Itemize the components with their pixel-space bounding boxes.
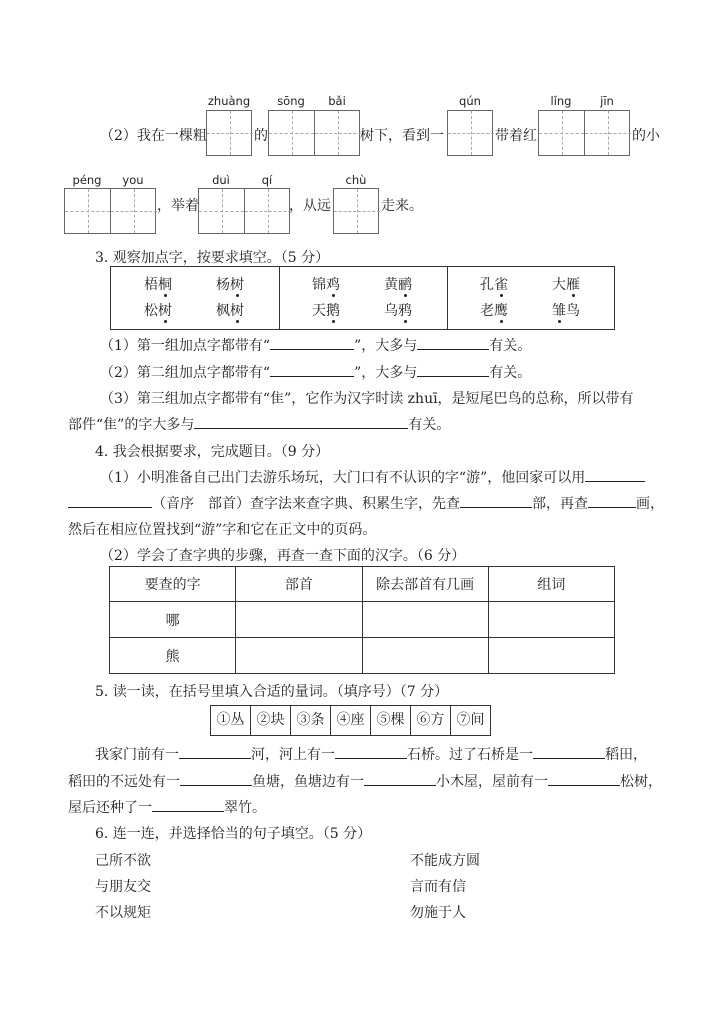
table-header: 要查的字: [110, 567, 236, 602]
table-row: [110, 638, 615, 674]
table-cell: 哪: [110, 602, 236, 638]
q4-title: 4. 我会根据要求，完成题目。（9 分）: [95, 444, 330, 460]
option-box: ⑥方: [410, 705, 451, 736]
table-cell[interactable]: [236, 638, 362, 674]
char-grid-duiqi[interactable]: [198, 188, 290, 234]
fill-blank[interactable]: [417, 362, 489, 377]
table-cell[interactable]: [488, 602, 614, 638]
q2-text-zoulai: 走来。: [381, 198, 423, 214]
fill-blank[interactable]: [270, 335, 354, 350]
fill-blank[interactable]: [364, 771, 436, 786]
fill-blank[interactable]: [417, 335, 489, 350]
table-header: 部首: [236, 567, 362, 602]
q3-word: 梧桐: [144, 277, 172, 293]
q3-word: 孔雀: [480, 277, 508, 293]
table-header: 组词: [488, 567, 614, 602]
option-box: ⑤棵: [370, 705, 411, 736]
fill-blank[interactable]: [270, 362, 354, 377]
q4-p1-line3: 然后在相应位置找到“游”字和它在正文中的页码。: [68, 522, 377, 538]
q3-sub3-line1: （3）第三组加点字都带有“隹”，它作为汉字时读 zhuī，是短尾巴鸟的总称，所以带有: [100, 391, 634, 407]
q3-word: 松树: [144, 303, 172, 319]
table-cell: 熊: [110, 638, 236, 674]
option-box: ⑦间: [450, 705, 491, 736]
fill-blank[interactable]: [335, 744, 407, 759]
q6-left-item[interactable]: 与朋友交: [95, 879, 151, 895]
q6-title: 6. 连一连，并选择恰当的句子填空。（5 分）: [95, 826, 372, 842]
q4-p1-line2: （音序 部首）查字法来查字典、积累生字，先查 部，再查 画，: [68, 493, 664, 513]
char-grid-lingjin[interactable]: [538, 110, 630, 156]
q4-p1-line1: （1）小明准备自己出门去游乐场玩，大门口有不认识的字“游”，他回家可以用: [100, 467, 645, 487]
q2-text-daizhe: 带着红: [495, 128, 537, 144]
q3-word: 杨树: [216, 277, 244, 293]
table-header: 除去部首有几画: [362, 567, 488, 602]
pinyin-bai: bǎi: [328, 94, 346, 108]
q4-lookup-table: [109, 566, 615, 674]
pinyin-dui: duì: [212, 173, 230, 187]
pinyin-jin: jīn: [600, 94, 614, 108]
fill-blank[interactable]: [68, 493, 152, 508]
table-cell[interactable]: [362, 602, 488, 638]
q6-right-item[interactable]: 不能成方圆: [410, 853, 480, 869]
q3-word-table: [110, 266, 615, 330]
char-grid-zhuang[interactable]: [206, 110, 252, 156]
q3-word: 老鹰: [480, 303, 508, 319]
q3-word: 锦鸡: [312, 277, 340, 293]
q4-p2: （2）学会了查字典的步骤，再查一查下面的汉字。（6 分）: [100, 548, 466, 564]
q3-word: 大雁: [552, 277, 580, 293]
q5-line1: 我家门前有一 河，河上有一 石桥。过了石桥是一 稻田，: [95, 744, 647, 764]
q2-text-shuxia: 树下，看到一: [360, 128, 444, 144]
q6-right-item[interactable]: 勿施于人: [410, 905, 466, 921]
pinyin-zhuang: zhuàng: [207, 94, 251, 108]
table-cell[interactable]: [488, 638, 614, 674]
fill-blank[interactable]: [180, 771, 252, 786]
option-box: ①丛: [210, 705, 251, 736]
fill-blank[interactable]: [194, 414, 408, 429]
q6-left-item[interactable]: 己所不欲: [95, 853, 151, 869]
pinyin-song: sōng: [277, 94, 305, 108]
pinyin-chu: chù: [345, 173, 367, 187]
pinyin-qi: qí: [261, 173, 273, 187]
table-row: [110, 602, 615, 638]
q5-title: 5. 读一读，在括号里填入合适的量词。（填序号）（7 分）: [95, 684, 449, 700]
option-box: ③条: [290, 705, 331, 736]
fill-blank[interactable]: [179, 744, 251, 759]
fill-blank[interactable]: [460, 493, 532, 508]
q3-title: 3. 观察加点字，按要求填空。（5 分）: [95, 250, 330, 266]
fill-blank[interactable]: [533, 744, 605, 759]
q3-sub3-line2: 部件“隹”的字大多与 有关。: [68, 414, 450, 434]
pinyin-ling: lǐng: [550, 94, 572, 108]
q6-right-item[interactable]: 言而有信: [410, 879, 466, 895]
fill-blank[interactable]: [585, 467, 645, 482]
q6-left-item[interactable]: 不以规矩: [95, 905, 151, 921]
q3-word: 雏鸟: [552, 303, 580, 319]
q3-sub1: （1）第一组加点字都带有“ ”，大多与 有关。: [100, 335, 531, 355]
q3-word: 乌鸦: [384, 303, 412, 319]
q2-text-congyuan: ，从远: [289, 198, 331, 214]
char-grid-songbai[interactable]: [268, 110, 360, 156]
q3-sub2: （2）第二组加点字都带有“ ”，大多与 有关。: [100, 362, 531, 382]
fill-blank[interactable]: [152, 797, 224, 812]
q2-text-de: 的: [254, 128, 268, 144]
char-grid-qun[interactable]: [447, 110, 493, 156]
q2-prefix: （2）我在一棵粗: [100, 128, 207, 144]
q2-text-juzhe: ，举着: [157, 198, 199, 214]
char-grid-pengyou[interactable]: [64, 188, 156, 234]
q5-line3: 屋后还种了一 翠竹。: [68, 797, 266, 817]
fill-blank[interactable]: [588, 493, 636, 508]
q3-word: 黄鹂: [384, 277, 412, 293]
pinyin-qun: qún: [459, 94, 481, 108]
q2-text-de2: 的小: [632, 128, 660, 144]
q3-word: 天鹅: [312, 303, 340, 319]
fill-blank[interactable]: [548, 771, 620, 786]
char-grid-chu[interactable]: [333, 188, 379, 234]
table-cell[interactable]: [236, 602, 362, 638]
option-box: ④座: [330, 705, 371, 736]
table-cell[interactable]: [362, 638, 488, 674]
pinyin-you: you: [122, 173, 144, 187]
option-box: ②块: [250, 705, 291, 736]
q5-line2: 稻田的不远处有一 鱼塘，鱼塘边有一 小木屋，屋前有一 松树，: [68, 771, 662, 791]
pinyin-peng: péng: [72, 173, 102, 187]
q3-word: 枫树: [216, 303, 244, 319]
